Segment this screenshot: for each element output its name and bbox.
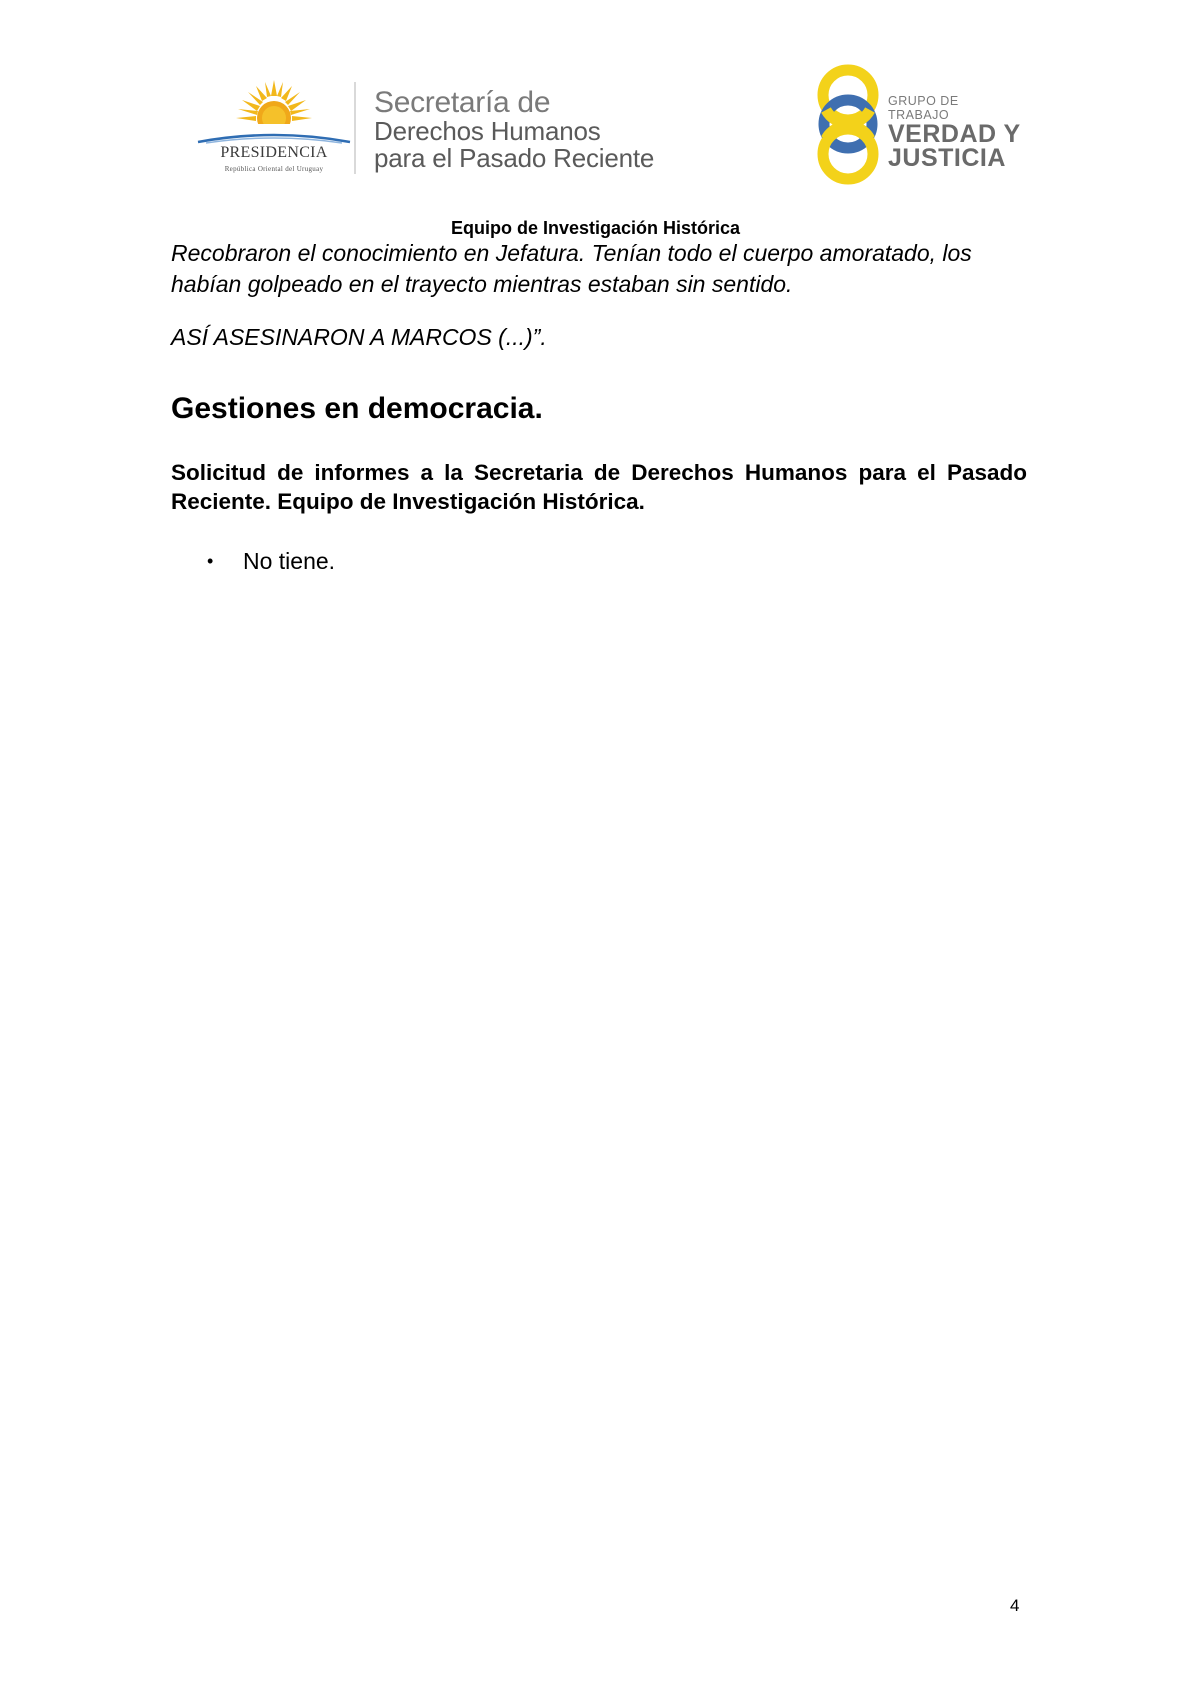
presidencia-name: PRESIDENCIA <box>220 144 328 161</box>
bullet-list <box>171 546 335 576</box>
page-number: 4 <box>1010 1596 1020 1615</box>
logo-divider <box>354 82 356 174</box>
verdad-justicia-logo <box>812 62 1022 187</box>
vyj-group-label: GRUPO DE TRABAJO <box>888 94 959 122</box>
secretaria-line-1: Secretaría de <box>374 86 551 119</box>
horizon-line-icon <box>196 132 352 144</box>
presidencia-logo <box>196 80 352 175</box>
verdad-justicia-text <box>888 94 1022 170</box>
list-item <box>171 546 335 576</box>
secretaria-line-3: para el Pasado Reciente <box>374 143 655 173</box>
vyj-line-1: VERDAD Y <box>888 120 1021 148</box>
secretaria-logo-text <box>374 88 704 172</box>
list-item-text: No tiene. <box>243 548 336 574</box>
sun-emblem-icon <box>236 80 312 140</box>
section-heading: Gestiones en democracia. <box>171 392 543 425</box>
linked-rings-icon <box>812 62 884 187</box>
sub-heading: Solicitud de informes a la Secretaria de Derechos Humanos para el Pasado Reciente. Equipo de Investigación Histórica. <box>171 460 1027 514</box>
presidencia-subtitle: República Oriental del Uruguay <box>224 165 324 173</box>
quote-closing-line: ASÍ ASESINARON A MARCOS (...)”. <box>171 324 547 350</box>
bullet-icon: • <box>207 551 214 571</box>
vyj-line-2: JUSTICIA <box>888 144 1006 172</box>
quote-paragraph: Recobraron el conocimiento en Jefatura. Tenían todo el cuerpo amoratado, los habían golpeado en el trayecto mientras estaban sin sentido. <box>171 240 972 297</box>
running-header-title: Equipo de Investigación Histórica <box>450 218 741 238</box>
secretaria-line-2: Derechos Humanos <box>374 116 601 146</box>
